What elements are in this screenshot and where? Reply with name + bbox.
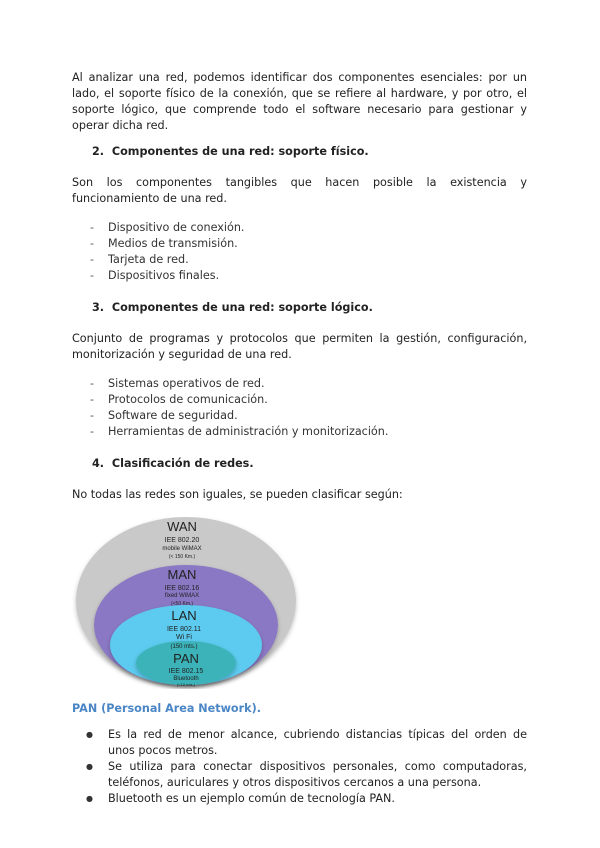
lan-range: (150 mts.)	[170, 644, 198, 650]
list-item: - Dispositivos finales.	[72, 268, 527, 284]
pan-label: PAN	[173, 651, 199, 666]
list-item: - Software de seguridad.	[72, 408, 527, 424]
section-2-heading	[92, 144, 527, 160]
list-item: - Dispositivo de conexión.	[72, 220, 527, 236]
section-4-heading	[92, 456, 527, 472]
wan-standard: IEE 802.20	[164, 537, 200, 544]
pan-technology: Bluetooth	[173, 676, 199, 682]
section-4-title: Clasificación de redes.	[111, 457, 254, 470]
wan-technology: mobile WiMAX	[162, 546, 202, 552]
list-item: - Sistemas operativos de red.	[72, 376, 527, 392]
list-item: ● Se utiliza para conectar dispositivos personales, como computadoras, teléfonos, auriculares y otros dispositivos cercanos a una persona.	[72, 759, 527, 791]
pan-standard: IEE 802.15	[168, 668, 204, 675]
section-4-number: 4.	[92, 457, 105, 470]
list-item: ● Bluetooth es un ejemplo común de tecnología PAN.	[72, 791, 527, 807]
section-3-title: Componentes de una red: soporte lógico.	[111, 301, 373, 314]
wan-label: WAN	[167, 519, 197, 534]
man-standard: IEE 802.16	[164, 585, 200, 592]
list-item: - Protocolos de comunicación.	[72, 392, 527, 408]
man-range: (<50 Km.)	[170, 601, 194, 607]
document-page	[72, 70, 527, 807]
section-2-title: Componentes de una red: soporte físico.	[111, 145, 369, 158]
network-ellipses-svg	[72, 517, 302, 689]
list-item: - Tarjeta de red.	[72, 252, 527, 268]
pan-section-title: PAN (Personal Area Network).	[72, 702, 261, 715]
pan-bullet-list	[72, 727, 527, 807]
wan-range: (< 150 Km.)	[168, 554, 196, 560]
section-2-number: 2.	[92, 145, 105, 158]
lan-label: LAN	[171, 608, 197, 623]
network-scope-diagram	[72, 517, 527, 685]
section-3-paragraph: Conjunto de programas y protocolos que permiten la gestión, configuración, monitorización y seguridad de una red.	[72, 332, 527, 361]
list-item: - Medios de transmisión.	[72, 236, 527, 252]
list-item: ● Es la red de menor alcance, cubriendo distancias típicas del orden de unos pocos metros.	[72, 727, 527, 759]
man-label: MAN	[167, 567, 197, 582]
intro-paragraph: Al analizar una red, podemos identificar dos componentes esenciales: por un lado, el soporte físico de la conexión, que se refiere al hardware, y por otro, el soporte lógico, que comprende todo el software necesario para gestionar y operar dicha red.	[72, 71, 527, 132]
lan-technology: Wi Fi	[176, 634, 192, 641]
man-technology: fixed WiMAX	[164, 593, 200, 599]
section-2-paragraph: Son los componentes tangibles que hacen posible la existencia y funcionamiento de una red.	[72, 176, 527, 205]
section-4-paragraph: No todas las redes son iguales, se pueden clasificar según:	[72, 488, 403, 501]
logical-components-list	[72, 376, 527, 440]
section-3-heading	[92, 300, 527, 316]
pan-range: (<10 mts.)	[176, 682, 196, 687]
lan-standard: IEE 802.11	[166, 626, 202, 633]
section-3-number: 3.	[92, 301, 105, 314]
physical-components-list	[72, 220, 527, 284]
list-item: - Herramientas de administración y monitorización.	[72, 424, 527, 440]
